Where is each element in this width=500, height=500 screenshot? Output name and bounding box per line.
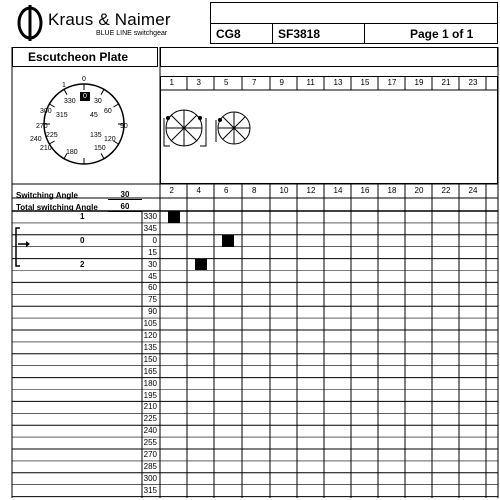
dial-label-315: 315 <box>56 112 68 119</box>
contact-closed-mark <box>168 211 180 223</box>
dial-pointer: 0 <box>80 92 90 101</box>
angle-row-345: 345 <box>143 223 157 233</box>
total-switching-angle-label: Total switching Angle <box>16 203 98 212</box>
contact-top-13: 13 <box>333 78 343 87</box>
brand-tagline: BLUE LINE switchgear <box>96 30 168 37</box>
angle-row-15: 15 <box>148 247 157 257</box>
contact-top-19: 19 <box>414 78 424 87</box>
contact-bottom-24: 24 <box>468 186 478 195</box>
switching-angle-label: Switching Angle <box>16 191 78 200</box>
contact-bottom-2: 2 <box>169 186 174 195</box>
contact-bottom-6: 6 <box>224 186 229 195</box>
dial-label-90: 90 <box>120 123 128 130</box>
dial-label-1: 1 <box>62 82 66 89</box>
angle-row-240: 240 <box>143 426 157 436</box>
angle-row-120: 120 <box>143 331 157 340</box>
series-code: CG8 <box>216 27 241 41</box>
page-indicator: Page 1 of 1 <box>410 27 474 41</box>
position-label: 0 <box>80 235 85 245</box>
angle-row-0: 0 <box>152 235 157 245</box>
angle-row-165: 165 <box>143 366 157 376</box>
contact-top-7: 7 <box>252 78 257 87</box>
dial-label-330: 330 <box>64 98 76 105</box>
angle-row-30: 30 <box>148 259 157 269</box>
dial-label-150: 150 <box>94 145 106 152</box>
angle-row-105: 105 <box>143 319 157 329</box>
dial-label-120: 120 <box>104 136 116 143</box>
contact-bottom-16: 16 <box>360 186 370 195</box>
angle-row-135: 135 <box>143 342 157 352</box>
contact-closed-mark <box>195 259 207 271</box>
angle-row-330: 330 <box>143 212 157 221</box>
contact-top-9: 9 <box>279 78 284 87</box>
article-code: SF3818 <box>278 27 321 41</box>
dial-label-60: 60 <box>104 108 112 115</box>
dial-label-180: 180 <box>66 149 78 156</box>
dial-label-270: 270 <box>36 123 48 130</box>
angle-row-195: 195 <box>143 390 157 400</box>
dial-label-top: 0 <box>82 76 86 83</box>
angle-row-180: 180 <box>143 378 157 388</box>
angle-row-315: 315 <box>143 485 157 495</box>
switching-angle-value: 30 <box>108 190 142 200</box>
angle-row-300: 300 <box>143 473 157 483</box>
position-label: 1 <box>80 212 85 221</box>
contact-bottom-8: 8 <box>252 186 257 195</box>
angle-row-225: 225 <box>143 414 157 424</box>
contact-bottom-18: 18 <box>387 186 397 195</box>
contact-bottom-14: 14 <box>333 186 343 195</box>
position-label: 2 <box>80 259 85 269</box>
angle-row-90: 90 <box>148 307 157 317</box>
angle-row-45: 45 <box>148 271 157 281</box>
contact-top-21: 21 <box>441 78 451 87</box>
angle-row-285: 285 <box>143 461 157 471</box>
contact-bottom-4: 4 <box>196 186 201 195</box>
position-bracket-icon <box>12 226 32 268</box>
contact-top-23: 23 <box>468 78 478 87</box>
dial-label-30: 30 <box>94 98 102 105</box>
total-switching-angle-value: 60 <box>108 202 142 212</box>
angle-row-75: 75 <box>148 295 157 305</box>
dial-label-225: 225 <box>46 132 58 139</box>
dial-label-210: 210 <box>40 145 52 152</box>
plate-title: Escutcheon Plate <box>28 50 129 64</box>
contact-bottom-22: 22 <box>441 186 451 195</box>
angle-row-255: 255 <box>143 438 157 448</box>
contact-bottom-12: 12 <box>306 186 316 195</box>
dial-label-45: 45 <box>90 112 98 119</box>
contact-top-5: 5 <box>224 78 229 87</box>
angle-row-60: 60 <box>148 283 157 293</box>
contact-top-11: 11 <box>306 78 315 87</box>
contact-closed-mark <box>222 235 234 247</box>
contact-bottom-20: 20 <box>414 186 424 195</box>
contact-top-15: 15 <box>360 78 370 87</box>
dial-label-240: 240 <box>30 136 42 143</box>
brand-name: Kraus & Naimer <box>48 10 171 29</box>
contact-top-1: 1 <box>169 78 174 87</box>
contact-top-17: 17 <box>387 78 397 87</box>
dial-label-300: 300 <box>40 108 52 115</box>
angle-row-270: 270 <box>143 450 157 459</box>
angle-row-150: 150 <box>143 354 157 364</box>
angle-row-210: 210 <box>143 402 157 412</box>
contact-bottom-10: 10 <box>279 186 289 195</box>
contact-top-3: 3 <box>196 78 201 87</box>
dial-label-135: 135 <box>90 132 102 139</box>
